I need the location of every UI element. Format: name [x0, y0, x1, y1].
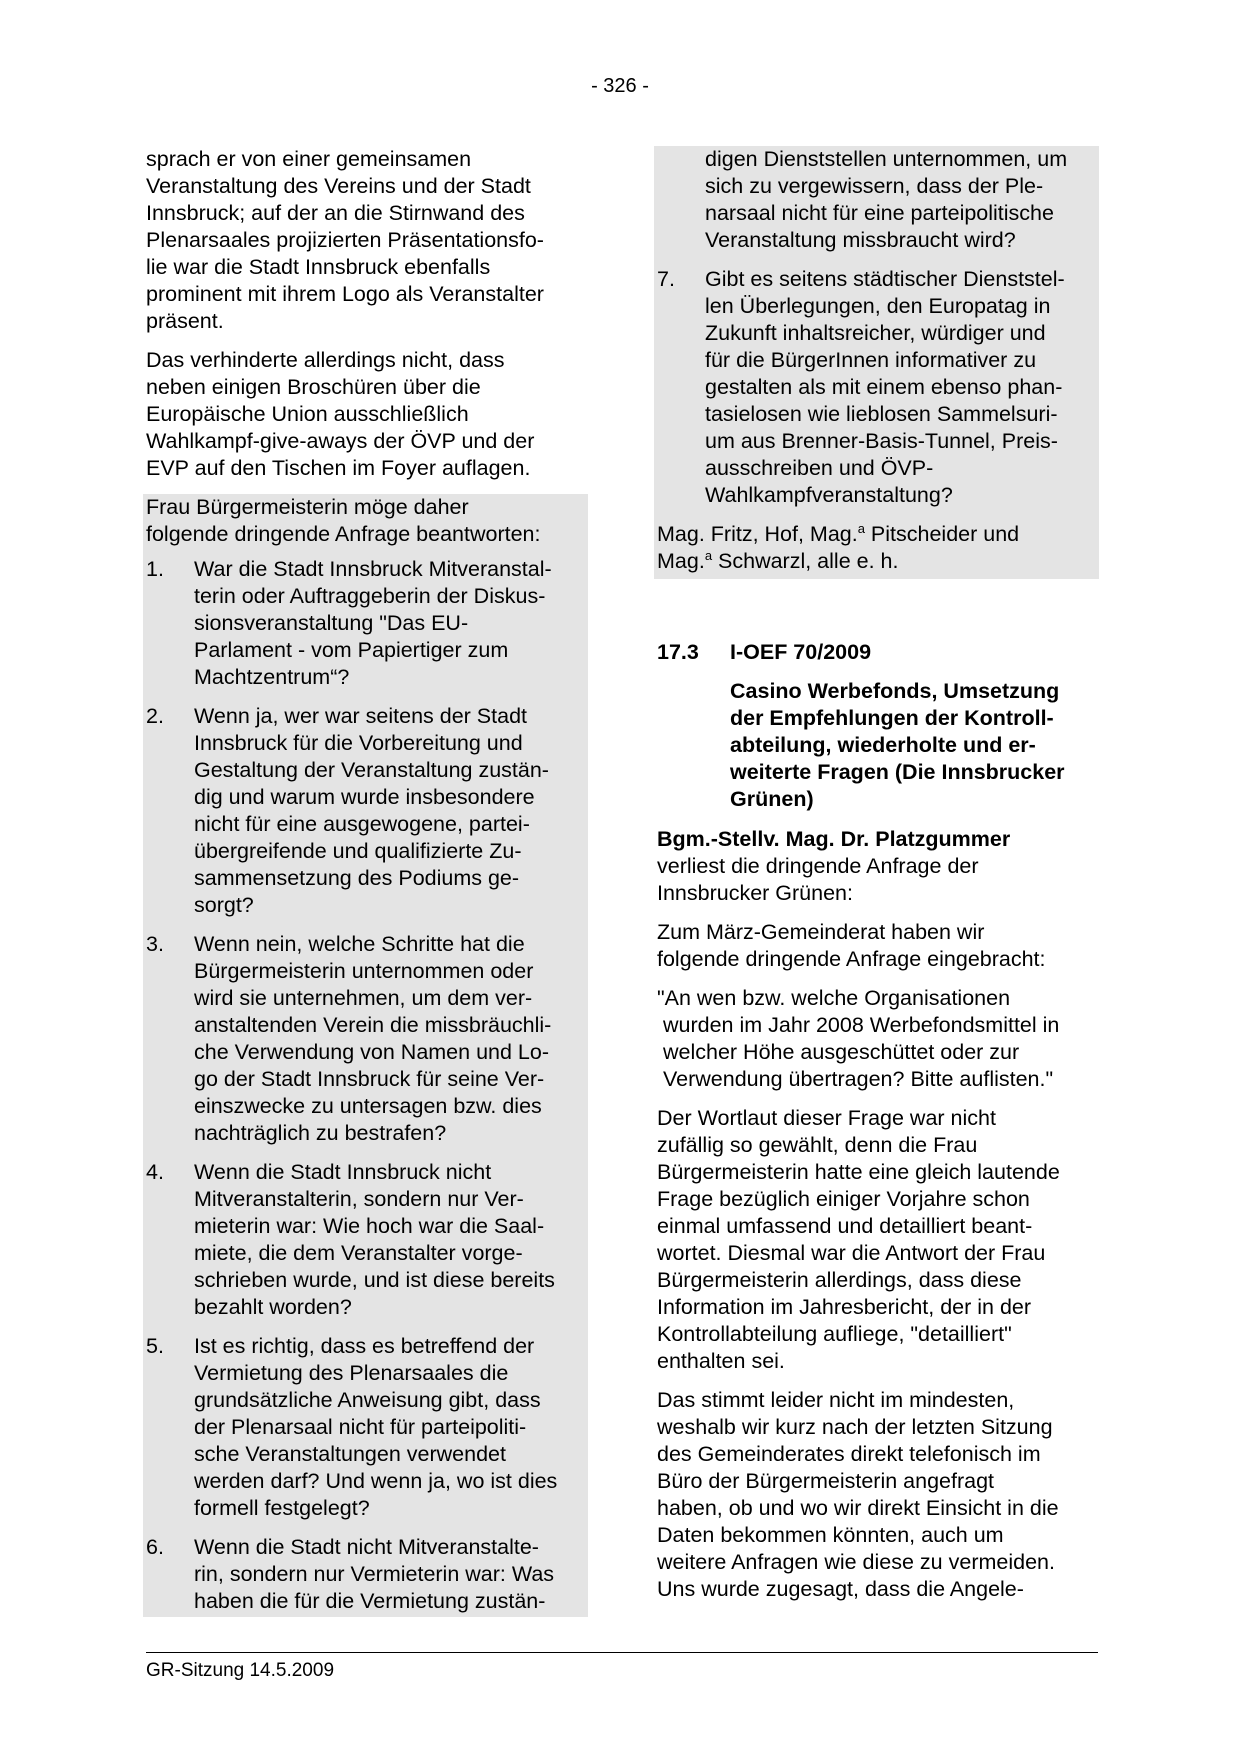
text-line: wird sie unternehmen, um dem ver-	[194, 986, 533, 1010]
section-code: I-OEF 70/2009	[730, 640, 872, 664]
text-line: Plenarsaales projizierten Präsentationsfo-	[146, 228, 544, 252]
text-line: anstaltenden Verein die missbräuchli-	[194, 1013, 552, 1037]
question-number: 7.	[657, 267, 675, 291]
text-line: len Überlegungen, den Europatag in	[705, 294, 1051, 318]
text-line: präsent.	[146, 309, 224, 333]
text-line: "An wen bzw. welche Organisationen	[657, 986, 1011, 1010]
paragraph-wortlaut	[657, 1105, 1097, 1375]
paragraph-intro	[146, 146, 586, 335]
text-line: Innsbrucker Grünen:	[657, 881, 853, 905]
text-line: Innsbruck; auf der an die Stirnwand des	[146, 201, 525, 225]
text-line: Gestaltung der Veranstaltung zustän-	[194, 758, 549, 782]
text-line: Ist es richtig, dass es betreffend der	[194, 1334, 535, 1358]
text-line: haben, ob und wo wir direkt Einsicht in die	[657, 1496, 1059, 1520]
speaker-name: Bgm.-Stellv. Mag. Dr. Platzgummer	[657, 827, 1011, 851]
text-line: ausschreiben und ÖVP-	[705, 456, 934, 480]
text-line: weiterte Fragen (Die Innsbrucker	[730, 760, 1065, 784]
text-line: digen Dienststellen unternommen, um	[705, 147, 1068, 171]
text-line: Information im Jahresbericht, der in der	[657, 1295, 1032, 1319]
question-6-continued	[657, 146, 1097, 254]
text-line: Büro der Bürgermeisterin angefragt	[657, 1469, 995, 1493]
text-line: haben die für die Vermietung zustän-	[194, 1589, 546, 1613]
text-line: Veranstaltung missbraucht wird?	[705, 228, 1016, 252]
text-line: formell festgelegt?	[194, 1496, 370, 1520]
text-line: schrieben wurde, und ist diese bereits	[194, 1268, 555, 1292]
text-line: Bürgermeisterin allerdings, dass diese	[657, 1268, 1022, 1292]
speaker-paragraph	[657, 826, 1097, 907]
text-line: Gibt es seitens städtischer Dienststel-	[705, 267, 1065, 291]
text-line: Bürgermeisterin unternommen oder	[194, 959, 534, 983]
text-line: Der Wortlaut dieser Frage war nicht	[657, 1106, 996, 1130]
question-item	[146, 703, 586, 919]
text-line: wurden im Jahr 2008 Werbefondsmittel in	[663, 1013, 1060, 1037]
text-line: enthalten sei.	[657, 1349, 785, 1373]
question-list	[146, 556, 586, 1615]
text-line: Innsbruck für die Vorbereitung und	[194, 731, 523, 755]
text-line: welcher Höhe ausgeschüttet oder zur	[663, 1040, 1020, 1064]
text-line: Vermietung des Plenarsaales die	[194, 1361, 509, 1385]
text-line: des Gemeinderates direkt telefonisch im	[657, 1442, 1041, 1466]
inquiry-block-continued	[654, 146, 1099, 579]
text-line: um aus Brenner-Basis-Tunnel, Preis-	[705, 429, 1058, 453]
text-line: Zum März-Gemeinderat haben wir	[657, 920, 985, 944]
text-line: Das stimmt leider nicht im mindesten,	[657, 1388, 1015, 1412]
text-line: Wenn nein, welche Schritte hat die	[194, 932, 525, 956]
question-number: 3.	[146, 932, 164, 956]
question-number: 5.	[146, 1334, 164, 1358]
text-line: lie war die Stadt Innsbruck ebenfalls	[146, 255, 491, 279]
section-title	[657, 678, 1097, 813]
text-line: nicht für eine ausgewogene, partei-	[194, 812, 530, 836]
text-line: Parlament - vom Papiertiger zum	[194, 638, 509, 662]
text-line: Mitveranstalterin, sondern nur Ver-	[194, 1187, 524, 1211]
text-line: Wahlkampf-give-aways der ÖVP und der	[146, 429, 535, 453]
text-line: rin, sondern nur Vermieterin war: Was	[194, 1562, 555, 1586]
text-line: wortet. Diesmal war die Antwort der Frau	[657, 1241, 1046, 1265]
left-column	[146, 146, 586, 1617]
text-line: narsaal nicht für eine parteipolitische	[705, 201, 1054, 225]
text-line: Das verhinderte allerdings nicht, dass	[146, 348, 505, 372]
text-line: für die BürgerInnen informativer zu	[705, 348, 1037, 372]
text-line: EVP auf den Tischen im Foyer auflagen.	[146, 456, 531, 480]
text-line: Uns wurde zugesagt, dass die Angele-	[657, 1577, 1024, 1601]
paragraph-stimmt	[657, 1387, 1097, 1603]
question-text	[194, 556, 586, 691]
paragraph-verhinderte	[146, 347, 586, 482]
text-line: weshalb wir kurz nach der letzten Sitzung	[657, 1415, 1053, 1439]
text-line: Kontrollabteilung aufliege, "detailliert"	[657, 1322, 1012, 1346]
text-line: sprach er von einer gemeinsamen	[146, 147, 472, 171]
text-line: nachträglich zu bestrafen?	[194, 1121, 447, 1145]
page-number: - 326 -	[591, 75, 649, 97]
text-line: tasielosen wie lieblosen Sammelsuri-	[705, 402, 1058, 426]
text-line: Wahlkampfveranstaltung?	[705, 483, 953, 507]
text-line: dig und warum wurde insbesondere	[194, 785, 535, 809]
text-line: sche Veranstaltungen verwendet	[194, 1442, 506, 1466]
text-line: neben einigen Broschüren über die	[146, 375, 481, 399]
text-line: grundsätzliche Anweisung gibt, dass	[194, 1388, 541, 1412]
text-line: Daten bekommen könnten, auch um	[657, 1523, 1004, 1547]
question-text	[194, 1534, 586, 1615]
paragraph-maerz	[657, 919, 1097, 973]
section-number: 17.3	[657, 640, 699, 664]
text-line: einmal umfassend und detailliert beant-	[657, 1214, 1033, 1238]
question-item	[146, 931, 586, 1147]
text-line: sionsveranstaltung "Das EU-	[194, 611, 469, 635]
text-line: Machtzentrum“?	[194, 665, 350, 689]
text-line: Frau Bürgermeisterin möge daher	[146, 495, 469, 519]
question-number: 1.	[146, 557, 164, 581]
text-line: gestalten als mit einem ebenso phan-	[705, 375, 1063, 399]
question-item	[146, 556, 586, 691]
text-line: go der Stadt Innsbruck für seine Ver-	[194, 1067, 545, 1091]
text-line: Bürgermeisterin hatte eine gleich lautende	[657, 1160, 1060, 1184]
text-line: einszwecke zu untersagen bzw. dies	[194, 1094, 542, 1118]
question-number: 4.	[146, 1160, 164, 1184]
question-text	[194, 1159, 586, 1321]
inquiry-intro	[146, 494, 586, 548]
text-line: Wenn die Stadt nicht Mitveranstalte-	[194, 1535, 539, 1559]
right-column	[657, 146, 1097, 1615]
text-line: prominent mit ihrem Logo als Veranstalter	[146, 282, 544, 306]
text-line: sorgt?	[194, 893, 254, 917]
question-text	[194, 703, 586, 919]
text-line: weitere Anfragen wie diese zu vermeiden.	[657, 1550, 1055, 1574]
text-line: Europäische Union ausschließlich	[146, 402, 469, 426]
question-text	[705, 266, 1097, 509]
question-text	[194, 931, 586, 1147]
text-line: folgende dringende Anfrage eingebracht:	[657, 947, 1046, 971]
inquiry-block	[143, 494, 588, 1617]
footer-divider	[146, 1652, 1098, 1653]
question-item	[146, 1333, 586, 1522]
text-line: Grünen)	[730, 787, 814, 811]
text-line: sich zu vergewissern, dass der Ple-	[705, 174, 1044, 198]
text-line: terin oder Auftraggeberin der Diskus-	[194, 584, 546, 608]
section-heading	[657, 639, 1097, 666]
text-line: bezahlt worden?	[194, 1295, 352, 1319]
text-line: abteilung, wiederholte und er-	[730, 733, 1036, 757]
text-line: miete, die dem Veranstalter vorge-	[194, 1241, 523, 1265]
quoted-question	[657, 985, 1097, 1093]
question-item	[146, 1534, 586, 1615]
text-line: War die Stadt Innsbruck Mitveranstal-	[194, 557, 552, 581]
text-line: che Verwendung von Namen und Lo-	[194, 1040, 549, 1064]
text-line: übergreifende und qualifizierte Zu-	[194, 839, 522, 863]
question-text	[194, 1333, 586, 1522]
question-number: 6.	[146, 1535, 164, 1559]
text-line: werden darf? Und wenn ja, wo ist dies	[194, 1469, 558, 1493]
signature: Mag. Fritz, Hof, Mag.$^a$ Pitscheider und Mag.$^a$ Schwarzl, alle e. h.	[657, 521, 1020, 573]
text-line: Verwendung übertragen? Bitte auflisten."	[663, 1067, 1054, 1091]
text-line: sammensetzung des Podiums ge-	[194, 866, 520, 890]
text-line: folgende dringende Anfrage beantworten:	[146, 522, 541, 546]
footer-text: GR-Sitzung 14.5.2009	[146, 1660, 335, 1681]
text-line: Veranstaltung des Vereins und der Stadt	[146, 174, 531, 198]
text-line: Zukunft inhaltsreicher, würdiger und	[705, 321, 1046, 345]
text-line: Wenn die Stadt Innsbruck nicht	[194, 1160, 492, 1184]
text-line: zufällig so gewählt, denn die Frau	[657, 1133, 978, 1157]
question-item	[146, 1159, 586, 1321]
text-line: mieterin war: Wie hoch war die Saal-	[194, 1214, 545, 1238]
text-line: der Empfehlungen der Kontroll-	[730, 706, 1054, 730]
text-line: Frage bezüglich einiger Vorjahre schon	[657, 1187, 1030, 1211]
question-item	[657, 266, 1097, 509]
text-line: Wenn ja, wer war seitens der Stadt	[194, 704, 528, 728]
text-line: verliest die dringende Anfrage der	[657, 854, 979, 878]
text-line: der Plenarsaal nicht für parteipoliti-	[194, 1415, 527, 1439]
question-number: 2.	[146, 704, 164, 728]
text-line: Casino Werbefonds, Umsetzung	[730, 679, 1060, 703]
